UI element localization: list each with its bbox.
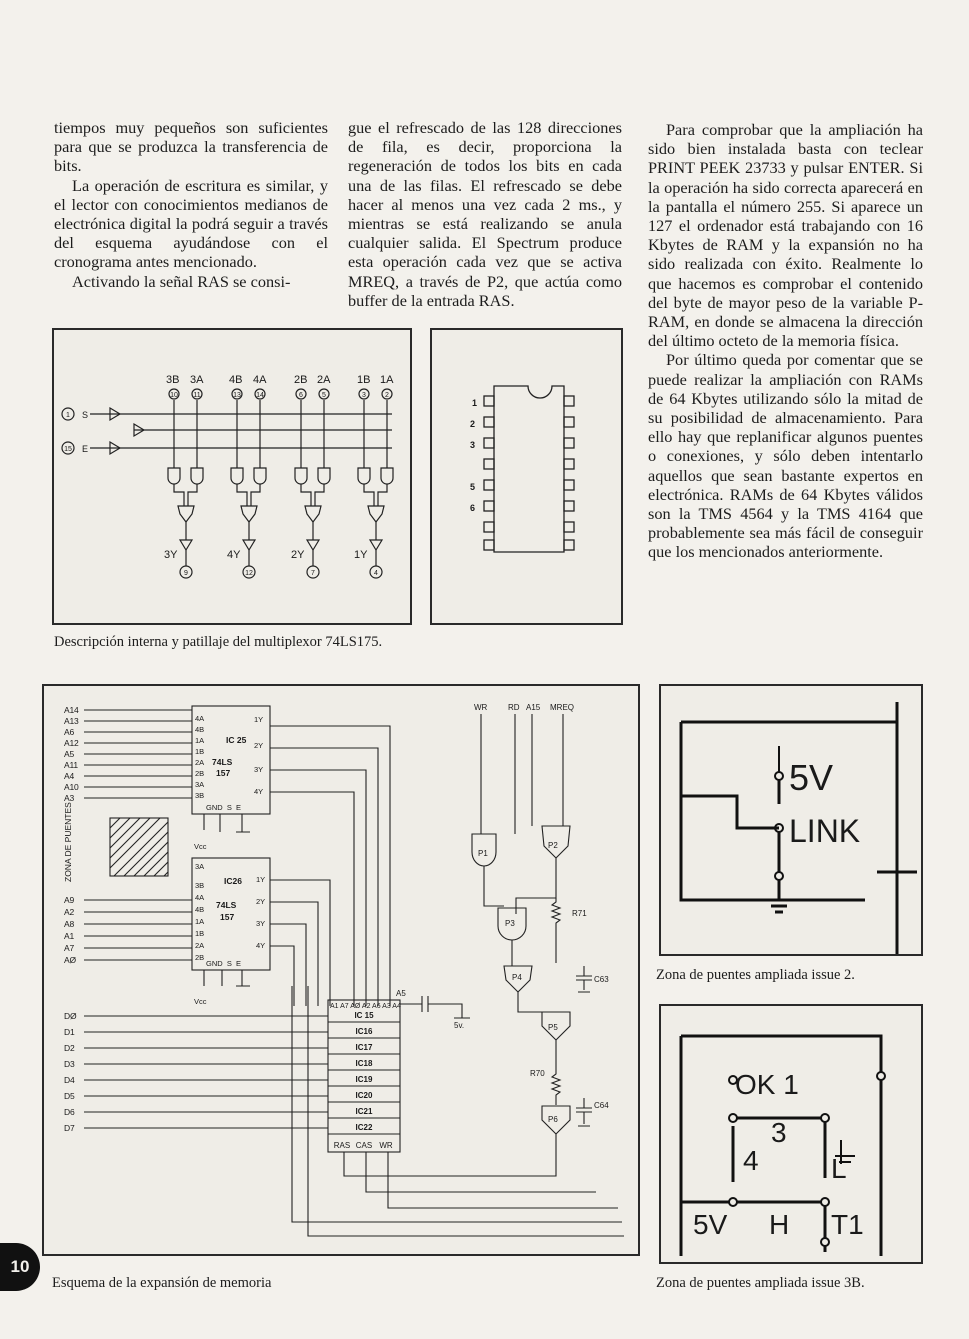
control-label: MREQ (550, 703, 574, 712)
addr-label: A14 (64, 705, 79, 715)
passive-label: A5 (396, 989, 406, 998)
memory-expansion-schematic (42, 684, 640, 1256)
ram-pin: WR (379, 1141, 393, 1150)
zone-label: ZONA DE PUENTES (63, 802, 73, 882)
mux-pin: 4 (374, 570, 378, 577)
ic-pin: 4Y (254, 787, 264, 796)
ic-pin: 3A (195, 780, 205, 789)
ic-pin: 4A (195, 714, 205, 723)
ic-name: IC 25 (226, 735, 247, 745)
caption-multiplexor: Descripción interna y patillaje del multiplexor 74LS175. (54, 634, 383, 650)
paragraph: Activando la señal RAS se consi- (72, 271, 291, 291)
passive-label: 5v. (454, 1021, 465, 1030)
data-label: D1 (64, 1027, 75, 1037)
mux-pin: 13 (233, 392, 241, 399)
ic-family: 74LS (212, 757, 233, 767)
addr-label: A12 (64, 738, 79, 748)
mux-pin: 7 (311, 570, 315, 577)
addr-label: A6 (64, 727, 74, 737)
paragraph: tiempos muy pequeños son suficientes para que se produzca la transferencia de bits. (54, 118, 328, 176)
ic-pin: 1Y (256, 875, 266, 884)
ic-pin: 3B (195, 881, 205, 890)
gate-label: P5 (548, 1023, 558, 1032)
addr-label: AØ (64, 955, 76, 965)
mux-output-label: 4Y (227, 549, 241, 561)
paragraph: Para comprobar que la ampliación ha sido bien instalada basta con teclear PRINT PEEK 23733 y pulsar ENTER. Si la operación ha sido correcta aparecerá en la pantalla el número 255. Si aparece un 127 el ordenador está trabajando con 16 Kbytes de RAM y la expansión no ha sido realizada con éxito. Realmente lo que hacemos es comprobar el contenido del byte de mayor peso de la variable P-RAM, en donde se almacena la dirección del último octeto de la memoria física. (648, 120, 923, 351)
gate-label: P2 (548, 841, 558, 850)
jumper-h: H (769, 1209, 790, 1240)
mux-pin: 6 (299, 392, 303, 399)
ok-label: OK 1 (735, 1069, 799, 1100)
jumper-l: L (831, 1153, 847, 1184)
ic-part: 157 (220, 912, 235, 922)
ram-chip: IC 15 (354, 1011, 374, 1020)
ic-pin: 1B (195, 929, 205, 938)
mux-top-label: 1B (357, 374, 371, 386)
caption-schematic: Esquema de la expansión de memoria (52, 1275, 272, 1291)
gate-label: P3 (505, 919, 515, 928)
jumper-5v: 5V (693, 1209, 728, 1240)
jumper-4: 4 (743, 1145, 759, 1176)
mux-pin: 5 (322, 392, 326, 399)
chip-pin-number: 1 (472, 398, 478, 408)
mux-pin: 12 (245, 570, 253, 577)
paragraph: Por último queda por comentar que se puede realizar la ampliación con RAMs de 64 Kbytes utilizando sólo la mitad de su posibilidad de almacenamiento. Para ello hay que replanificar algunos puentes o conexiones, y sólo deben intentarlo aquellos que sean bastante expertos en electrónica. RAMs de 64 Kbytes válidos son la TMS 4564 y la TMS 4164 que probablemente sea más fácil de conseguir que los mencionados anteriormente. (648, 350, 923, 562)
ic-pin: 4Y (256, 941, 266, 950)
paragraph: gue el refrescado de las 128 direcciones de fila, es decir, proporciona la regeneración de todos los bits en cada una de las filas. El refrescado se debe hacer al menos una vez cada 2 ms., y mientras se está realizando se anula cualquier salida. El Spectrum produce esta operación cada vez que se activa MREQ, a través de P2, que actúa como buffer de la entrada RAS. (348, 118, 622, 310)
ic-pin: 1Y (254, 715, 264, 724)
text-column-3 (648, 120, 923, 562)
ram-chip: IC16 (355, 1027, 373, 1036)
ic-bottom: GND S E (206, 959, 242, 968)
addr-label: A5 (64, 749, 74, 759)
mux-top-label: 1A (380, 374, 394, 386)
data-label: D4 (64, 1075, 75, 1085)
mux-input-label: E (82, 444, 89, 454)
ic-part: 157 (216, 768, 231, 778)
ic-pin: 4B (195, 905, 205, 914)
data-label: D2 (64, 1043, 75, 1053)
addr-label: A10 (64, 782, 79, 792)
addr-label: A4 (64, 771, 74, 781)
ram-chip: IC17 (355, 1043, 373, 1052)
ram-chip: IC19 (355, 1075, 373, 1084)
ram-pin: RAS (333, 1141, 351, 1150)
ram-chip: IC21 (355, 1107, 373, 1116)
multiplexor-diagram (52, 328, 412, 625)
mux-pin: 10 (170, 392, 178, 399)
voltage-label: 5V (789, 757, 834, 798)
control-label: WR (474, 703, 488, 712)
passive-label: R71 (572, 909, 587, 918)
ic-name: IC26 (224, 876, 242, 886)
ic-pin: 1A (195, 736, 205, 745)
control-label: A15 (526, 703, 541, 712)
mux-pin: 2 (385, 392, 389, 399)
ic-family: 74LS (216, 900, 237, 910)
mux-top-label: 4A (253, 374, 267, 386)
mux-top-label: 2B (294, 374, 308, 386)
addr-label: A7 (64, 943, 74, 953)
vcc-label: Vcc (194, 997, 207, 1006)
ic-pin: 1B (195, 747, 205, 756)
passive-label: C64 (594, 1101, 609, 1110)
mux-input-label: S (82, 410, 89, 420)
ic-pin: 2Y (256, 897, 266, 906)
addr-label: A8 (64, 919, 74, 929)
jumper-3: 3 (771, 1117, 787, 1148)
mux-top-label: 2A (317, 374, 331, 386)
ic-pin: 2B (195, 769, 205, 778)
mux-output-label: 2Y (291, 549, 305, 561)
mux-pin: 15 (64, 446, 72, 453)
addr-label: A13 (64, 716, 79, 726)
mux-pin: 3 (362, 392, 366, 399)
caption-issue3b: Zona de puentes ampliada issue 3B. (656, 1275, 865, 1291)
passive-label: R70 (530, 1069, 545, 1078)
ic-bottom: GND S E (206, 803, 242, 812)
vcc-label: Vcc (194, 842, 207, 851)
ic-pin: 3Y (254, 765, 264, 774)
chip-pin-number: 6 (470, 503, 476, 513)
data-label: D7 (64, 1123, 75, 1133)
mux-top-label: 3B (166, 374, 180, 386)
data-label: D3 (64, 1059, 75, 1069)
mux-output-label: 3Y (164, 549, 178, 561)
gate-label: P6 (548, 1115, 558, 1124)
ram-chip: IC20 (355, 1091, 373, 1100)
ic-pin: 2B (195, 953, 205, 962)
addr-label: A3 (64, 793, 74, 803)
chip-pinout-diagram (430, 328, 623, 625)
ic-pin: 4A (195, 893, 205, 902)
jumper-zone-issue2 (659, 684, 923, 956)
ic-pin: 2Y (254, 741, 264, 750)
mux-pin: 9 (184, 570, 188, 577)
ic-pin: 4B (195, 725, 205, 734)
mux-output-label: 1Y (354, 549, 368, 561)
ram-pin: CAS (355, 1141, 373, 1150)
caption-issue2: Zona de puentes ampliada issue 2. (656, 967, 855, 983)
chip-pin-number: 5 (470, 482, 476, 492)
data-label: DØ (64, 1011, 77, 1021)
ic-pin: 2A (195, 758, 205, 767)
gate-label: P4 (512, 973, 522, 982)
ic-pin: 2A (195, 941, 205, 950)
data-label: D6 (64, 1107, 75, 1117)
mux-pin: 1 (66, 412, 70, 419)
page-number: 10 (0, 1243, 40, 1291)
control-label: RD (508, 703, 520, 712)
mux-top-label: 3A (190, 374, 204, 386)
addr-label: A9 (64, 895, 74, 905)
jumper-t1: T1 (831, 1209, 864, 1240)
gate-label: P1 (478, 849, 488, 858)
passive-label: C63 (594, 975, 609, 984)
addr-label: A2 (64, 907, 74, 917)
text-column-2 (348, 118, 622, 310)
addr-label: A11 (64, 760, 78, 770)
jumper-zone-issue3b (659, 1004, 923, 1264)
link-label: LINK (789, 813, 861, 849)
ram-chip: IC18 (355, 1059, 373, 1068)
ram-header: A1 A7 AØ A2 A6 A3 A4 (330, 1003, 401, 1010)
ic-pin: 3A (195, 862, 205, 871)
addr-label: A1 (64, 931, 74, 941)
ic-pin: 1A (195, 917, 205, 926)
ic-pin: 3B (195, 791, 205, 800)
chip-pin-number: 2 (470, 419, 476, 429)
paragraph: La operación de escritura es similar, y el lector con conocimientos medianos de electrónica digital la podrá seguir a través del esquema ayudándose con el cronograma antes mencionado. (54, 175, 328, 272)
mux-pin: 11 (193, 392, 201, 399)
data-label: D5 (64, 1091, 75, 1101)
mux-top-label: 4B (229, 374, 243, 386)
ram-chip: IC22 (355, 1123, 373, 1132)
ic-pin: 3Y (256, 919, 266, 928)
chip-pin-number: 3 (470, 440, 476, 450)
mux-pin: 14 (256, 392, 264, 399)
text-column-1 (54, 118, 328, 291)
